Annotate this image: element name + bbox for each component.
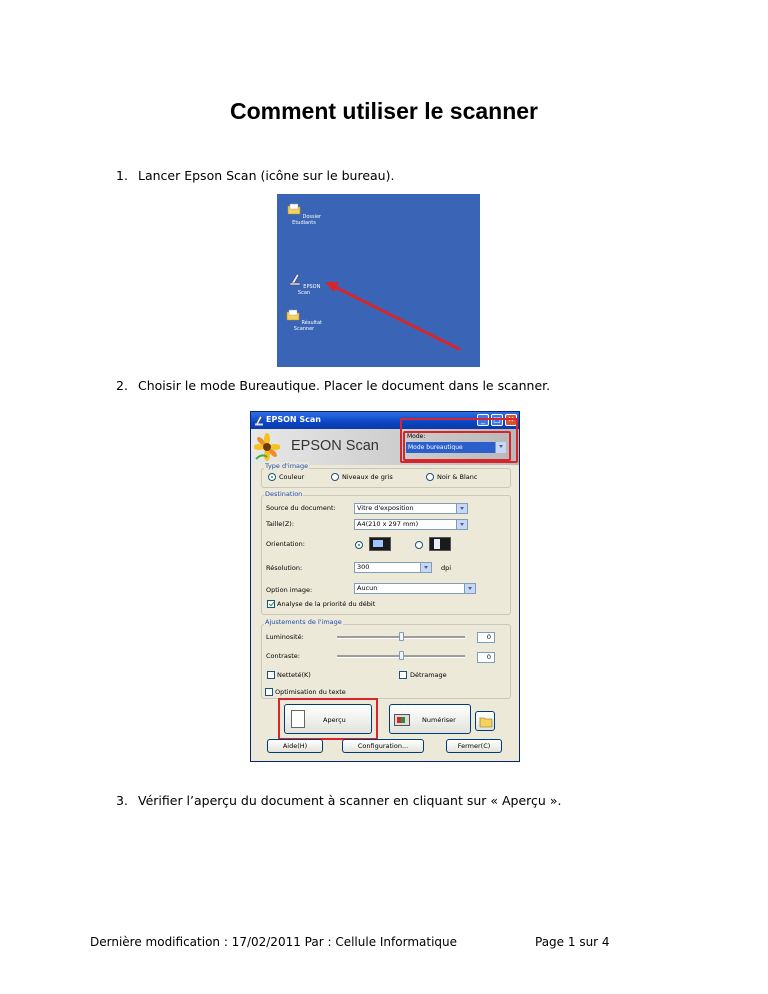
radio-orientation-portrait[interactable] (415, 541, 423, 549)
radio-couleur[interactable] (268, 473, 276, 481)
priority-label: Analyse de la priorité du débit (277, 600, 376, 608)
size-select[interactable] (354, 519, 468, 530)
resolution-unit: dpi (441, 564, 452, 572)
contrast-value-field[interactable]: 0 (477, 652, 495, 663)
landscape-orientation-icon (369, 537, 391, 551)
option-couleur: Couleur (279, 473, 305, 481)
step-1 (116, 168, 394, 183)
size-label: Taille(Z): (266, 520, 295, 528)
flower-logo-icon (254, 433, 280, 461)
scan-button[interactable] (389, 704, 471, 734)
descreening-label: Détramage (410, 671, 447, 679)
chevron-down-icon[interactable] (456, 520, 467, 529)
configuration-button[interactable]: Configuration... (342, 739, 424, 753)
step-text: Vérifier l’aperçu du document à scanner en cliquant sur « Aperçu ». (138, 793, 562, 808)
image-option-value: Aucun (357, 584, 378, 592)
radio-noir-et-blanc[interactable] (426, 473, 434, 481)
contrast-slider-thumb[interactable] (399, 651, 404, 660)
step-2 (116, 378, 550, 393)
chevron-down-icon[interactable] (464, 584, 475, 593)
image-option-select[interactable] (354, 583, 476, 594)
source-select[interactable] (354, 503, 468, 514)
image-option-label: Option image: (266, 586, 313, 594)
contrast-label: Contraste: (266, 652, 300, 660)
banner-title: EPSON Scan (291, 438, 379, 454)
destination-label: Destination (265, 490, 303, 498)
text-optimization-label: Optimisation du texte (275, 688, 346, 696)
chevron-down-icon[interactable] (456, 504, 467, 513)
mode-label: Mode: (407, 433, 426, 440)
window-title: EPSON Scan (266, 415, 321, 424)
resolution-value: 300 (357, 563, 370, 571)
step-text: Lancer Epson Scan (icône sur le bureau). (138, 168, 395, 183)
resolution-label: Résolution: (266, 564, 303, 572)
radio-orientation-landscape[interactable] (355, 541, 363, 549)
scan-icon (394, 714, 410, 726)
step-number: 1. (116, 168, 128, 183)
portrait-orientation-icon (429, 537, 451, 551)
scanner-icon (254, 415, 264, 426)
option-niveaux-de-gris: Niveaux de gris (342, 473, 393, 481)
red-arrow-icon (277, 194, 480, 367)
desktop-screenshot (277, 194, 480, 367)
step-number: 2. (116, 378, 128, 393)
priority-checkbox[interactable] (267, 600, 275, 608)
descreening-checkbox[interactable] (399, 671, 407, 679)
preview-button-label: Aperçu (323, 716, 346, 724)
step-3 (116, 793, 561, 808)
mode-select-red-highlight (400, 418, 518, 463)
image-type-label: Type d'image (265, 462, 309, 470)
radio-niveaux-de-gris[interactable] (331, 473, 339, 481)
step-number: 3. (116, 793, 128, 808)
footer-text: Dernière modification : 17/02/2011 Par : Cellule Informatique (90, 935, 458, 949)
resolution-select[interactable] (354, 562, 432, 573)
desktop-icon-label: Résultat Scanner (293, 320, 323, 332)
chevron-down-icon[interactable] (420, 563, 431, 572)
epson-scan-window (250, 411, 520, 762)
document-title: Comment utiliser le scanner (229, 98, 539, 124)
sharpness-label: Netteté(K) (277, 671, 311, 679)
source-label: Source du document: (266, 504, 336, 512)
source-value: Vitre d'exposition (357, 504, 414, 512)
adjustments-label: Ajustements de l'image (265, 618, 342, 626)
scan-button-label: Numériser (422, 716, 456, 724)
footer-page-number: Page 1 sur 4 (535, 935, 610, 949)
preview-highlight-box (278, 698, 378, 740)
text-optimization-checkbox[interactable] (265, 688, 273, 696)
desktop-icon-label: EPSON Scan (297, 284, 321, 296)
size-value: A4(210 x 297 mm) (357, 520, 419, 528)
close-button[interactable]: Fermer(C) (446, 739, 502, 753)
brightness-label: Luminosité: (266, 633, 304, 641)
brightness-value-field[interactable]: 0 (477, 632, 495, 643)
orientation-label: Orientation: (266, 540, 305, 548)
open-folder-button[interactable] (475, 711, 495, 731)
brightness-slider-thumb[interactable] (399, 632, 404, 641)
desktop-icon-label: Dossier Etudiants (292, 214, 322, 226)
option-noir-et-blanc: Noir & Blanc (437, 473, 478, 481)
sharpness-checkbox[interactable] (267, 671, 275, 679)
mode-value: Mode bureautique (408, 444, 463, 451)
close-window-button[interactable]: ✕ (505, 414, 517, 426)
step-text: Choisir le mode Bureautique. Placer le document dans le scanner. (138, 378, 551, 393)
help-button[interactable]: Aide(H) (267, 739, 323, 753)
minimize-button[interactable]: _ (477, 414, 489, 426)
folder-icon (479, 715, 493, 728)
maximize-button[interactable]: □ (491, 414, 503, 426)
